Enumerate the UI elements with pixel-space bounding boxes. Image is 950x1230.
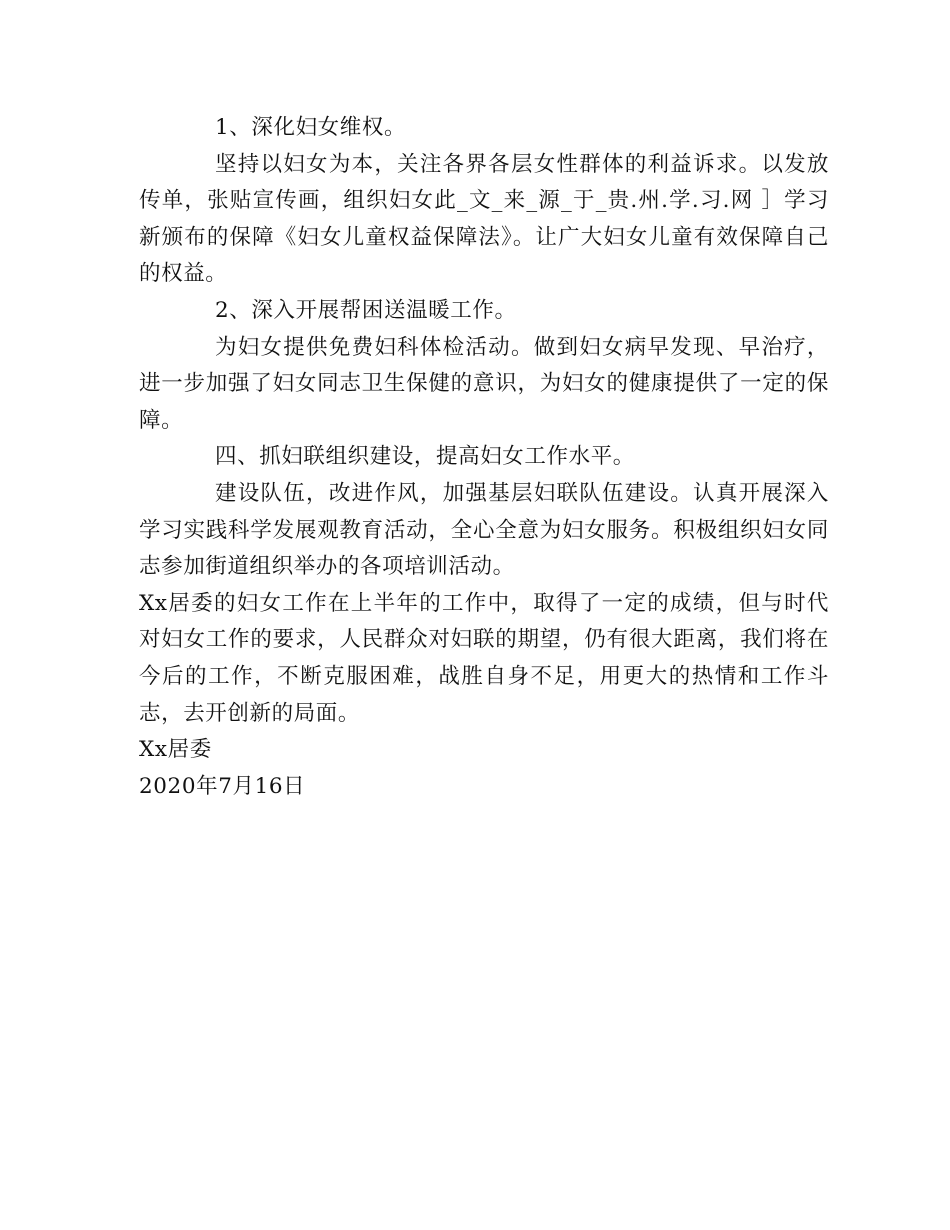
paragraph-women-rights-body: 坚持以妇女为本，关注各界各层女性群体的利益诉求。以发放传单，张贴宣传画，组织妇女此_文_来_源_于_贵.州.学.习.网 ］学习新颁布的保障《妇女儿童权益保障法》。让广大妇女儿童有效保障自己的权益。 — [139, 151, 829, 287]
signature: Xx居委 — [139, 737, 212, 763]
paragraph-organization-building-body: 建设队伍，改进作风，加强基层妇联队伍建设。认真开展深入学习实践科学发展观教育活动，全心全意为妇女服务。积极组织妇女同志参加街道组织举办的各项培训活动。 — [139, 480, 829, 580]
document-body — [139, 110, 829, 805]
paragraph-heading-organization-building: 四、抓妇联组织建设，提高妇女工作水平。 — [215, 444, 635, 470]
paragraph-heading-poverty-relief: 2、深入开展帮困送温暖工作。 — [215, 297, 517, 323]
paragraph-poverty-relief-body: 为妇女提供免费妇科体检活动。做到妇女病早发现、早治疗，进一步加强了妇女同志卫生保健的意识，为妇女的健康提供了一定的保障。 — [139, 334, 829, 433]
document-date: 2020年7月16日 — [139, 773, 306, 799]
paragraph-heading-women-rights: 1、深化妇女维权。 — [215, 115, 407, 140]
paragraph-summary: Xx居委的妇女工作在上半年的工作中，取得了一定的成绩，但与时代对妇女工作的要求，人民群众对妇联的期望，仍有很大距离，我们将在今后的工作，不断克服困难，战胜自身不足，用更大的热情和工作斗志，去开创新的局面。 — [139, 590, 829, 726]
